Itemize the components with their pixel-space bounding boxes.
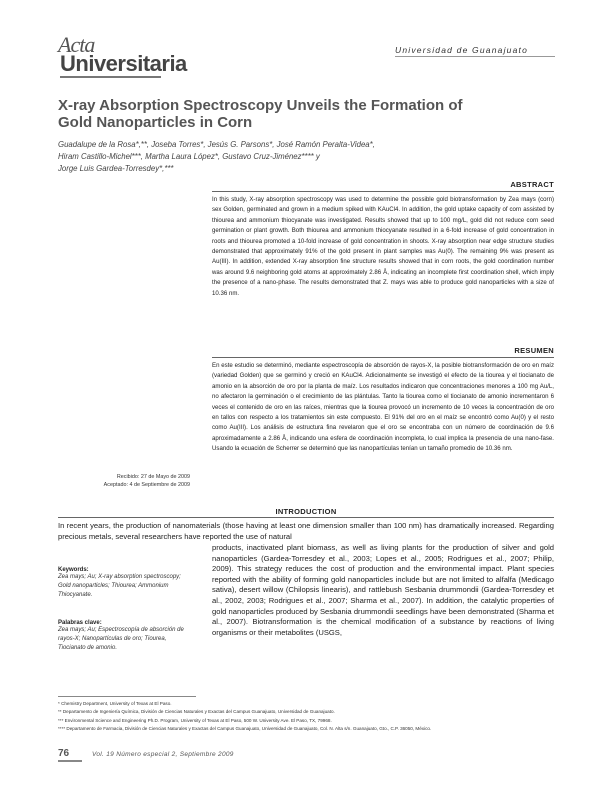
keywords-text: Zea mays; Au; X-ray absorption spectroscopy; Gold nanoparticles; Thiourea; Ammonium Thiocyanate. bbox=[58, 574, 181, 598]
journal-logo-universitaria: Universitaria bbox=[60, 51, 187, 76]
page-number-rule bbox=[58, 760, 82, 762]
author-line: Hiram Castillo-Michel***, Martha Laura López*, Gustavo Cruz-Jiménez**** y bbox=[58, 152, 320, 161]
footnote-rule bbox=[58, 696, 196, 697]
palabras-clave-heading: Palabras clave: bbox=[58, 620, 102, 626]
institution-name: Universidad de Guanajuato bbox=[395, 45, 529, 55]
author-line: Jorge Luis Gardea-Torresdey*,*** bbox=[58, 164, 174, 173]
resumen-heading: RESUMEN bbox=[514, 346, 554, 355]
palabras-clave-block bbox=[58, 620, 186, 653]
resumen-rule bbox=[212, 357, 554, 358]
journal-logo-acta: Acta bbox=[58, 32, 95, 57]
received-date: Recibido: 27 de Mayo de 2009 bbox=[116, 474, 190, 480]
palabras-clave-text: Zea mays; Au; Espectroscopía de absorción de rayos-X; Nanopartículas de oro; Tiourea, Tiocianato de amonio. bbox=[58, 627, 184, 651]
page-number: 76 bbox=[58, 748, 70, 759]
article-title: X-ray Absorption Spectroscopy Unveils the Formation of Gold Nanoparticles in Corn bbox=[58, 97, 463, 131]
introduction-paragraph-2: products, inactivated plant biomass, as well as living plants for the production of silver and gold nanoparticles (Gardea-Torresdey et al., 2003; Lopes et al., 2005; Rodrigues et al., 2007; Philip, 2009). This strategy reduces the cost of production and the environmental impact. Plant species reported with the ability of forming gold nanoparticles include but are not limited to alfalfa (Medicago sativa), desert willow (Chilopsis linearis), and rattlebush Sesbania drummondii (Gardea-Torresdey et al., 2002, 2003; Rodrigues et al., 2007; Sharma et al., 2007). In addition, the catalytic properties of gold nanoparticles produced by Sesbania drummondii seedlings have been demonstrated (Sharma et al., 2007). Biotransformation is the chemical modification of a substance by reactions of living organisms or their metabolites (USGS, bbox=[212, 543, 554, 637]
article-dates bbox=[78, 473, 190, 489]
logo-underline bbox=[60, 76, 161, 78]
accepted-date: Aceptado: 4 de Septiembre de 2009 bbox=[103, 482, 190, 488]
introduction-heading: INTRODUCTION bbox=[275, 507, 337, 516]
author-line: Guadalupe de la Rosa*,**, Joseba Torres*, Jesús G. Parsons*, José Ramón Peralta-Videa*, bbox=[58, 140, 375, 149]
footnote: ** Departamento de Ingeniería Química, División de Ciencias Naturales y Exactas del Campus Guanajuato, Universidad de Guanajuato. bbox=[58, 709, 335, 715]
keywords-block bbox=[58, 567, 186, 600]
abstract-heading: ABSTRACT bbox=[510, 180, 554, 189]
footnote: * Chemistry Department, University of Texas at El Paso. bbox=[58, 701, 172, 706]
keywords-heading: Keywords: bbox=[58, 567, 89, 573]
institution-rule bbox=[395, 56, 555, 57]
introduction-paragraph-1: In recent years, the production of nanomaterials (those having at least one dimension smaller than 100 nm) has dramatically increased. Regarding precious metals, several researchers have reported the use of natural bbox=[58, 521, 554, 541]
resumen-text: En este estudio se determinó, mediante espectroscopía de absorción de rayos-X, la posible biotransformación de oro en maíz (variedad Golden) que se germinó y creció en KAuCl4. Adicionalmente se investigó el efecto de la tiourea y el tiocianato de amonio en la absorción de oro por la planta de maíz. Los resultados indicaron que concentraciones menores a 100 mg Au/L, no afectaron la germinación o el crecimiento de las plántulas. Tanto la tiourea como el tiocianato de amonio incrementaron 6 veces el contenido de oro en las raíces, mientras que la tiourea provocó un incremento de 10 veces la concentración de oro en tallos con respecto a los tratamientos sin este compuesto. El 91% del oro en el maíz se encontró como Au(0) y el resto como Au(III). Los análisis de estructura fina revelaron que el oro se encontraba con un número de coordinación de 9.6 aproximadamente a 2.86 Å, indicando una esfera de coordinación incompleta, lo cual implica la presencia de una nano-fase. Usando la ecuación de Scherrer se determinó que las nanopartículas tenían un tamaño promedio de 10.36 nm. bbox=[212, 362, 554, 453]
footnotes bbox=[58, 700, 554, 734]
author-list bbox=[58, 139, 438, 175]
journal-citation: Vol. 19 Número especial 2, Septiembre 2009 bbox=[92, 751, 234, 758]
footnote: **** Departamento de Farmacia, División de Ciencias Naturales y Exactas del Campus Guanajuato, Universidad de Guanajuato, Col. N. Alta s/n. Guanajuato, Gto., C.P. 36050, México. bbox=[58, 726, 432, 732]
footnote: *** Environmental Science and Engineering Ph.D. Program, University of Texas at El Paso, 500 W. University Ave. El Paso, TX, 79968. bbox=[58, 717, 332, 723]
introduction-rule bbox=[58, 517, 554, 518]
abstract-rule bbox=[212, 191, 554, 192]
abstract-text: In this study, X-ray absorption spectroscopy was used to determine the possible gold biotransformation by Zea mays (corn) sex Golden, germinated and grown in a medium spiked with KAuCl4. In addition, the gold uptake capacity of corn assisted by thiourea and ammonium thiocyanate was investigated. Results showed that up to 100 mg/L, gold did not reduce corn seed germination or plant growth. Both thiourea and ammonium thiocyanate resulted in a 6-fold increase of gold concentration in roots and thiourea promoted a 10-fold increase of gold concentration in shoots. X-ray absorption near edge structure studies demonstrated that approximately 91% of the gold present in plant samples was Au(0). The remaining 9% was present as Au(III). In addition, extended X-ray absorption fine structure results showed that in corn roots, the gold coordination number was around 9.6 neighboring gold atoms at approximately 2.86 Å, indicating an incomplete first coordination shell, which imply the presence of a nano-phase. The results demonstrated that Z. mays was able to produce gold nanoparticles with a size of 10.36 nm. bbox=[212, 196, 554, 297]
